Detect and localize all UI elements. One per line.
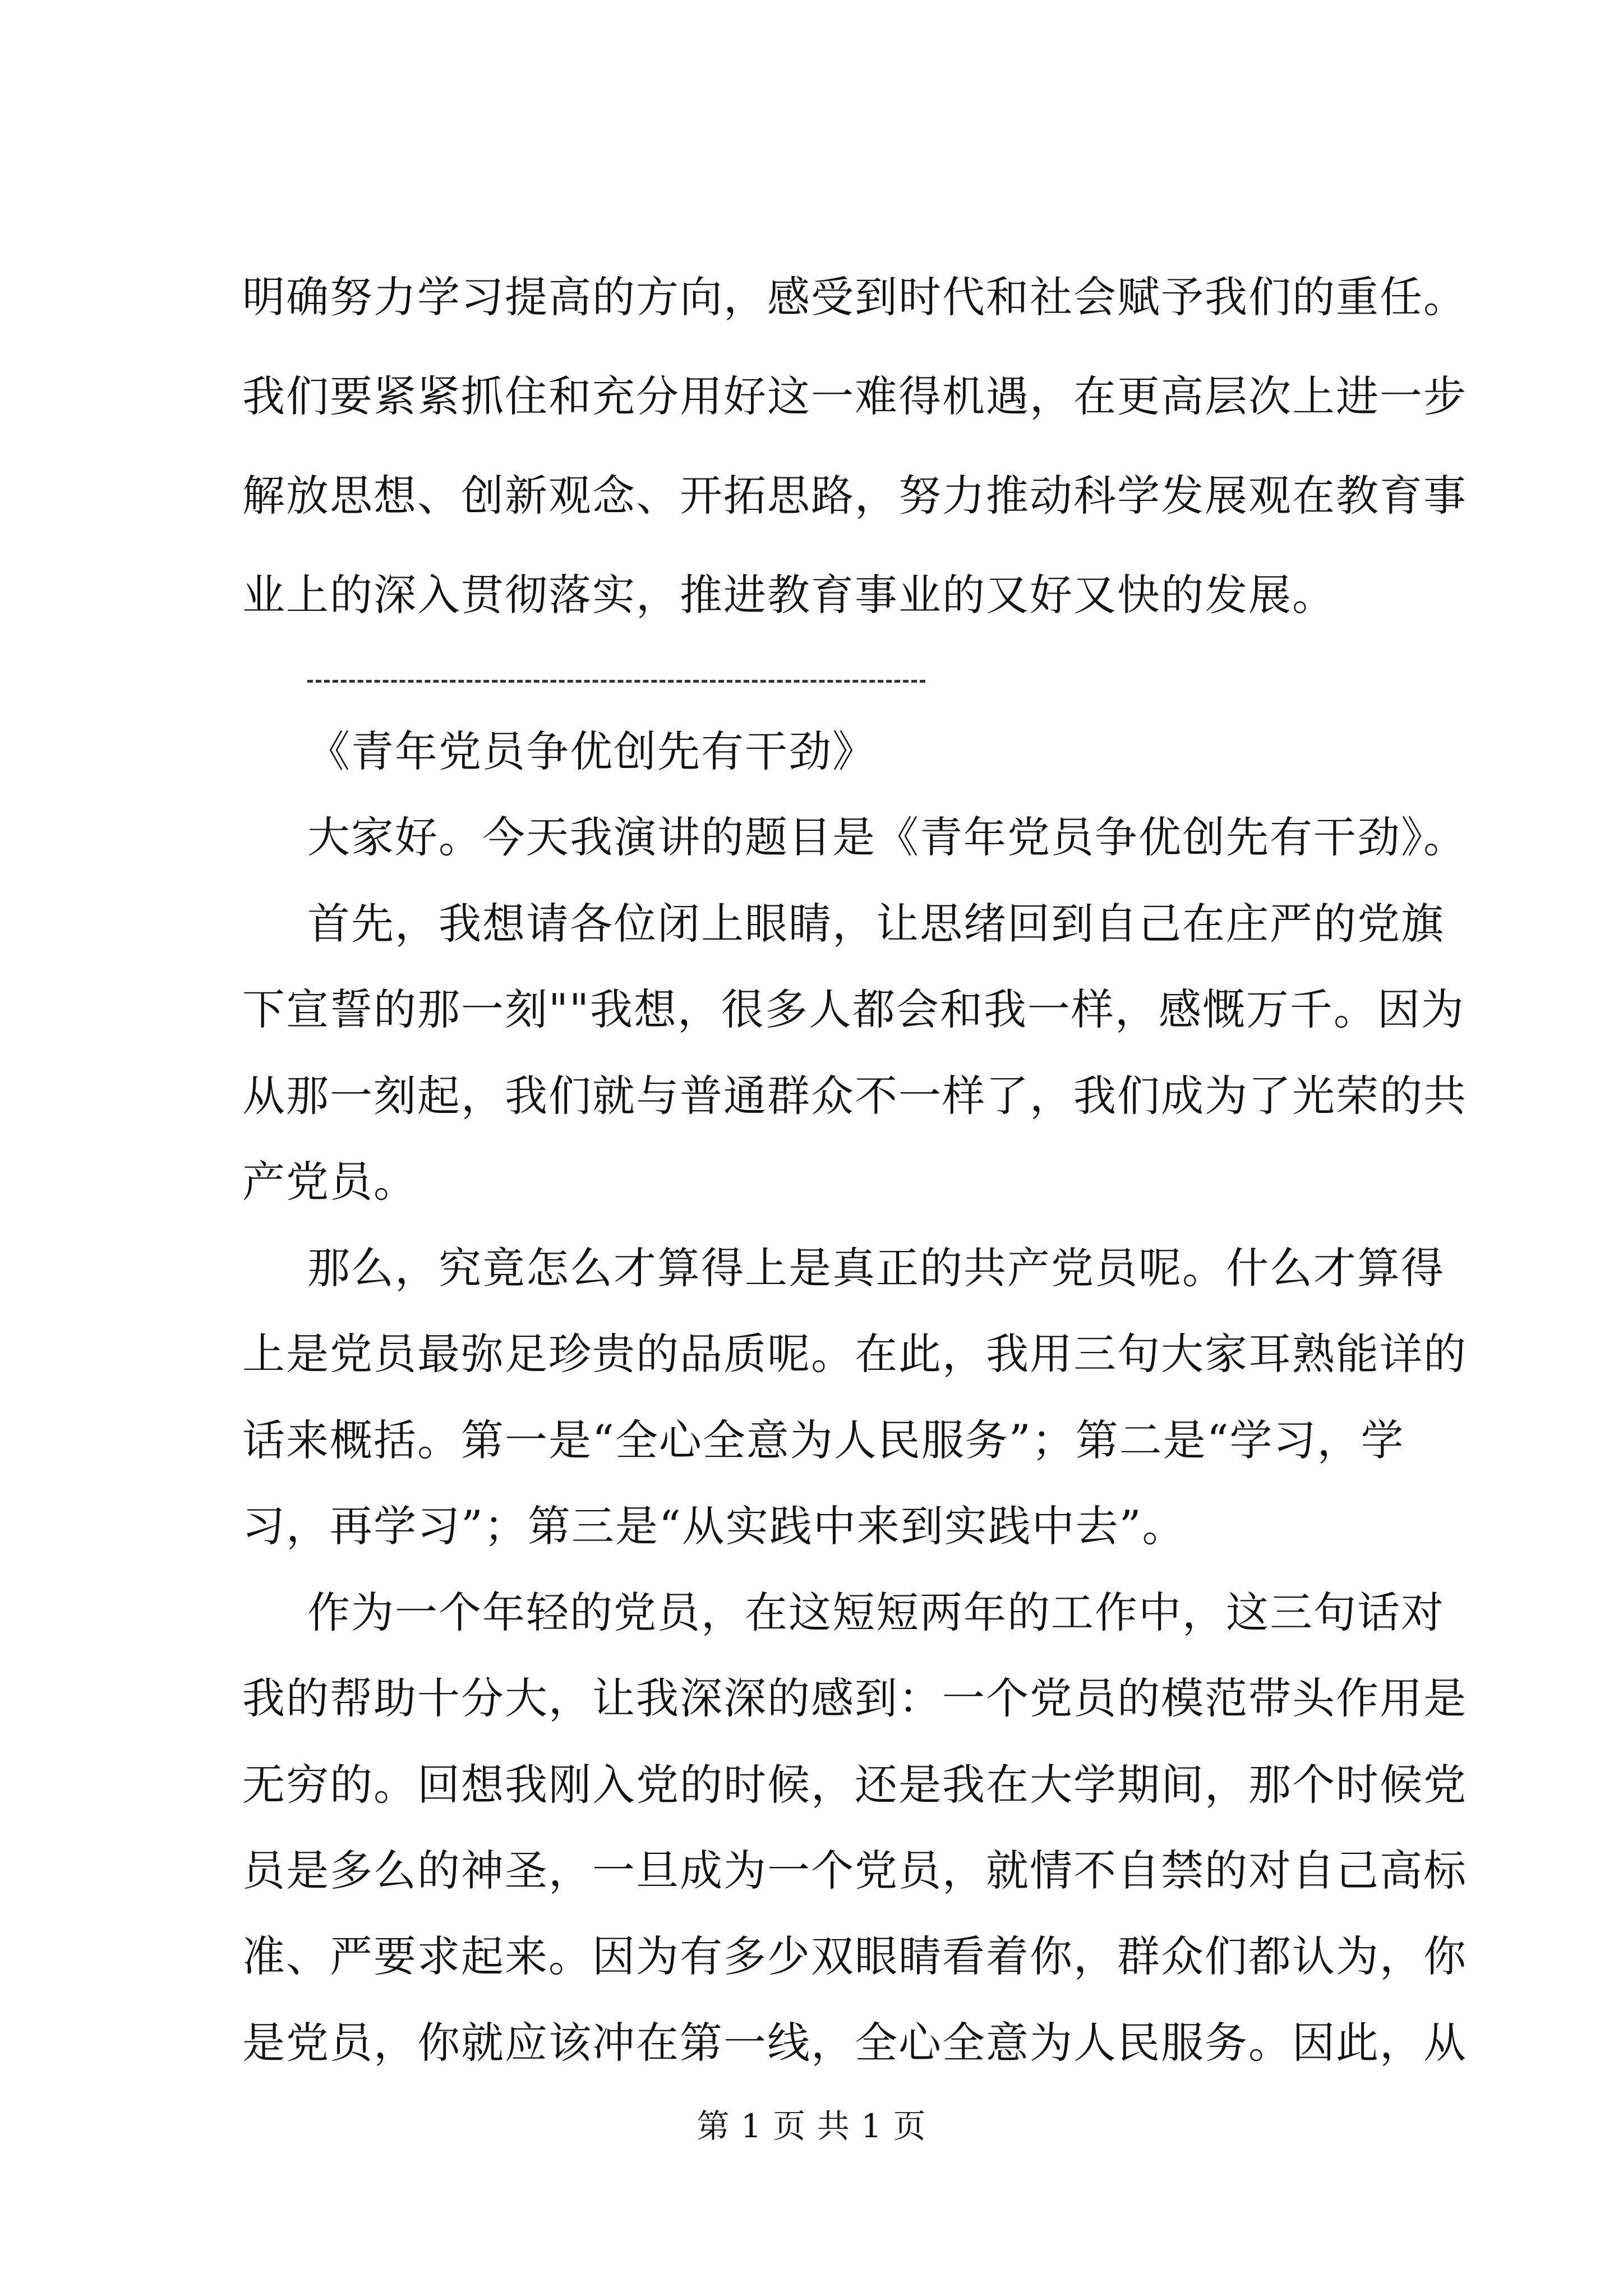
- text-line: 产党员。: [242, 1157, 417, 1207]
- text-line: 从那一刻起，我们就与普通群众不一样了，我们成为了光荣的共: [242, 1071, 1467, 1121]
- text-line: 作为一个年轻的党员，在这短短两年的工作中，这三句话对: [307, 1588, 1445, 1637]
- text-line: 那么，究竟怎么才算得上是真正的共产党员呢。什么才算得: [307, 1243, 1445, 1293]
- text-line: 上是党员最弥足珍贵的品质呢。在此，我用三句大家耳熟能详的: [242, 1329, 1467, 1379]
- article-title: 《青年党员争优创先有干劲》: [307, 726, 876, 776]
- text-line: 是党员，你就应该冲在第一线，全心全意为人民服务。因此，从: [242, 2018, 1467, 2068]
- separator-rule: [307, 680, 925, 683]
- text-line: 业上的深入贯彻落实，推进教育事业的又好又快的发展。: [242, 570, 1336, 620]
- page-footer: 第 1 页 共 1 页: [697, 2107, 926, 2145]
- text-line: 明确努力学习提高的方向，感受到时代和社会赋予我们的重任。: [242, 272, 1467, 322]
- text-line: 首先，我想请各位闭上眼睛，让思绪回到自己在庄严的党旗: [307, 899, 1445, 949]
- text-line: 下宣誓的那一刻""我想，很多人都会和我一样，感慨万千。因为: [242, 984, 1465, 1034]
- text-line: 准、严要求起来。因为有多少双眼睛看着你，群众们都认为，你: [242, 1931, 1467, 1981]
- text-line: 我的帮助十分大，让我深深的感到：一个党员的模范带头作用是: [242, 1673, 1467, 1723]
- separator-line: [307, 659, 925, 703]
- text-line: 无穷的。回想我刚入党的时候，还是我在大学期间，那个时候党: [242, 1760, 1467, 1810]
- text-line: 员是多么的神圣，一旦成为一个党员，就情不自禁的对自己高标: [242, 1846, 1467, 1895]
- text-line: 我们要紧紧抓住和充分用好这一难得机遇，在更高层次上进一步: [242, 371, 1467, 421]
- text-line: 习，再学习”；第三是“从实践中来到实践中去”。: [242, 1501, 1186, 1551]
- text-line: 解放思想、创新观念、开拓思路，努力推动科学发展观在教育事: [242, 471, 1467, 521]
- text-line: 大家好。今天我演讲的题目是《青年党员争优创先有干劲》。: [307, 812, 1467, 862]
- text-line: 话来概括。第一是“全心全意为人民服务”；第二是“学习，学: [242, 1415, 1405, 1465]
